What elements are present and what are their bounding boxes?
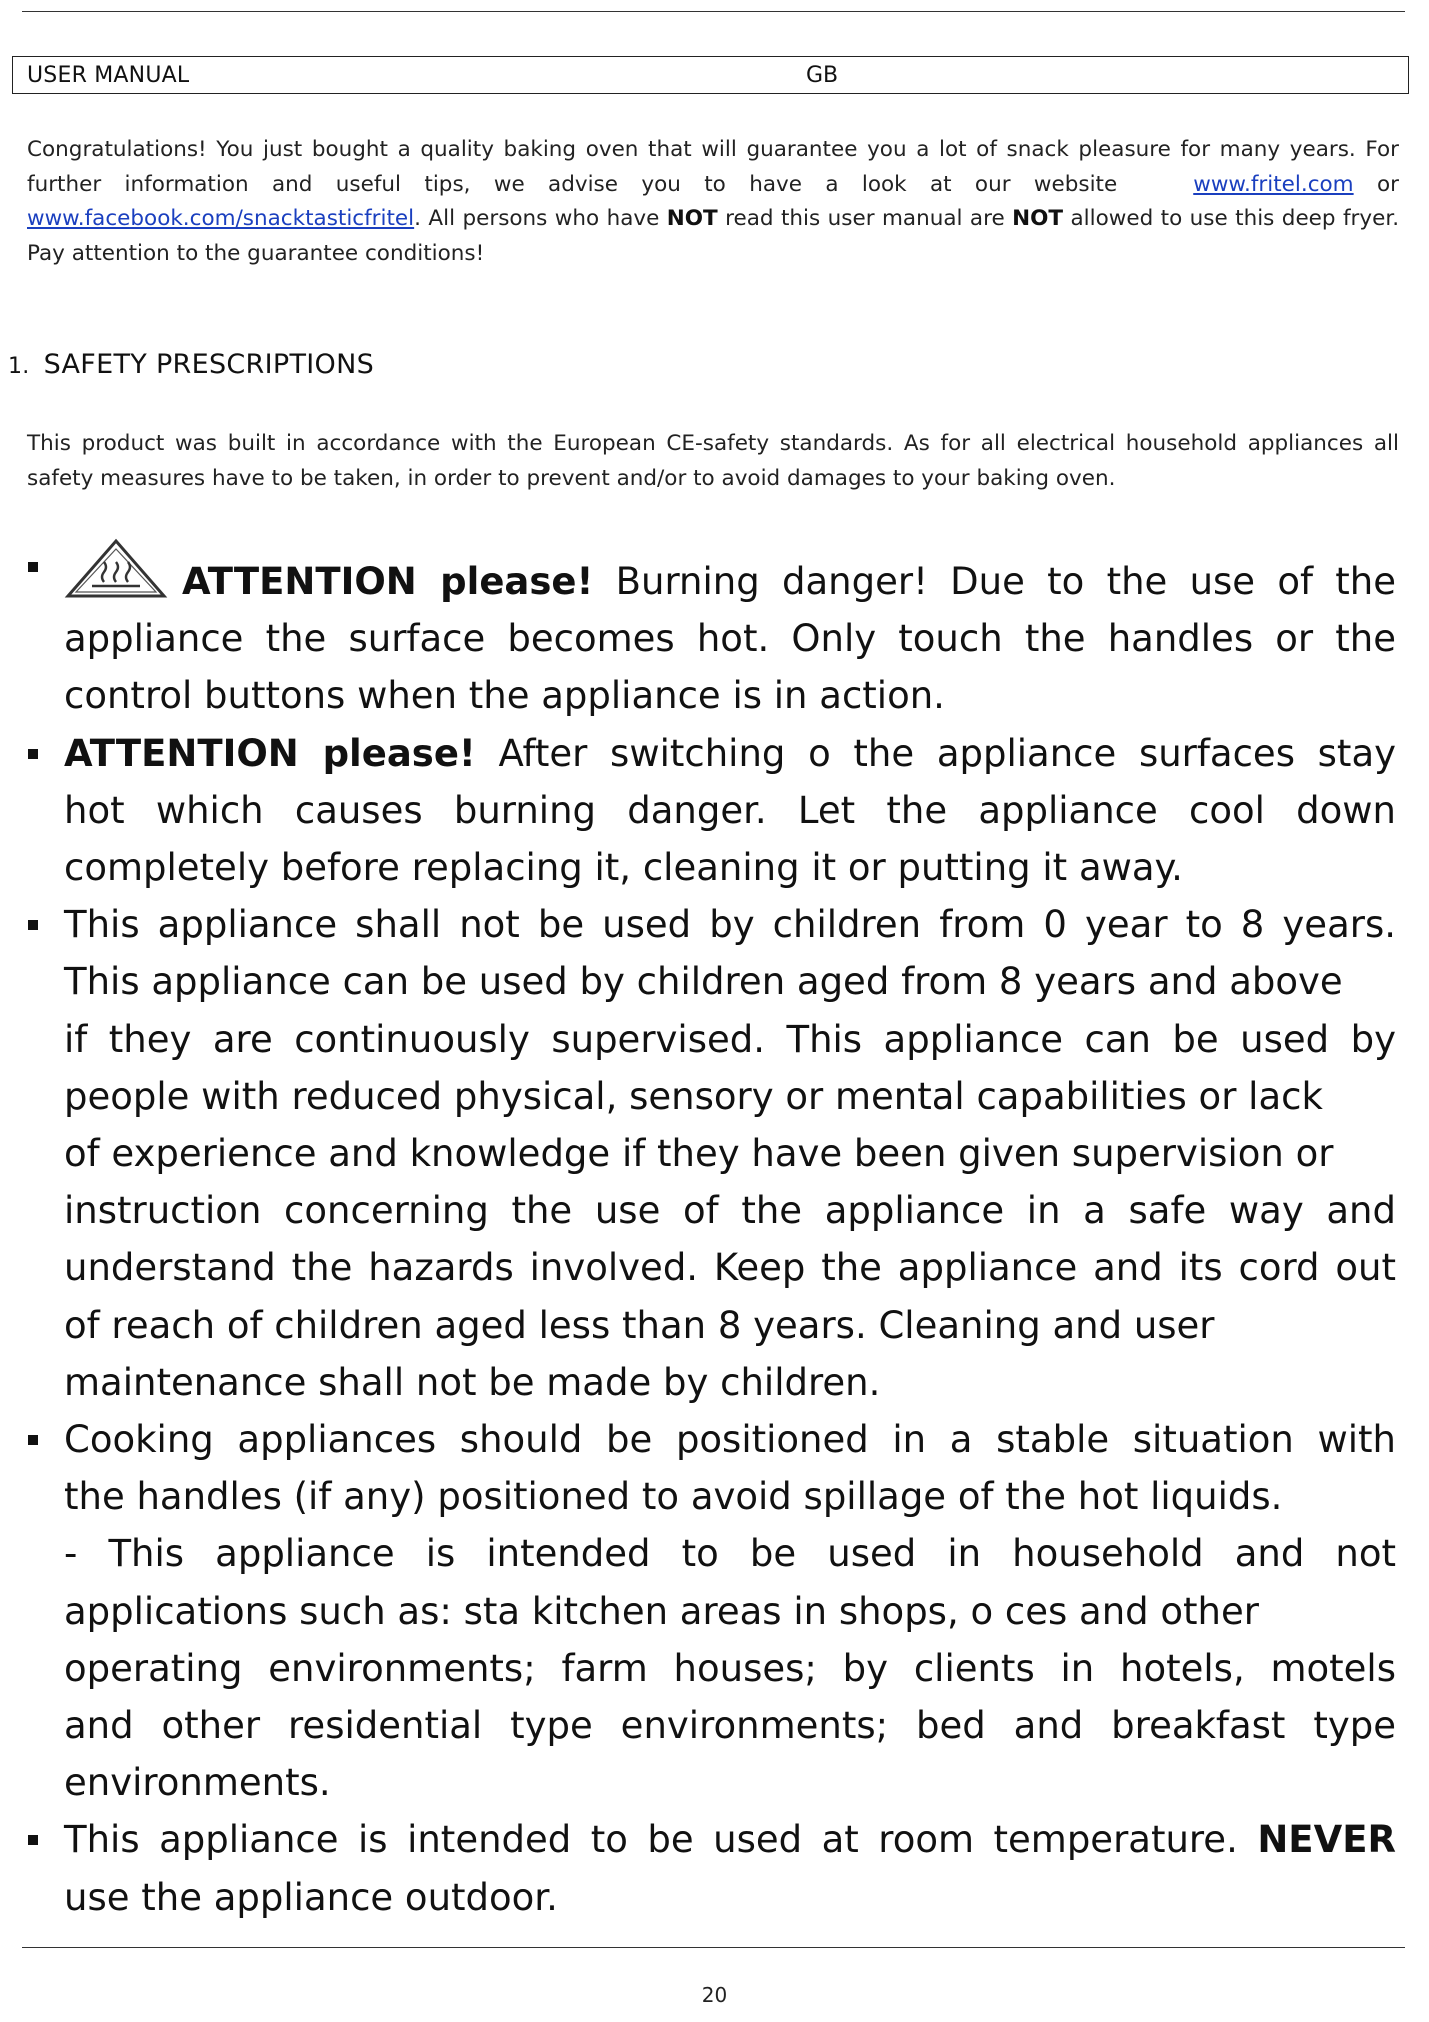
never-label: NEVER (1257, 1818, 1396, 1862)
item2-line3: completely before replacing it, cleaning it or putting it away. (64, 846, 1183, 890)
conformity-paragraph (27, 427, 1399, 496)
item3-line2: This appliance can be used by children aged from 8 years and above (64, 960, 1343, 1004)
item4-line4: applications such as: sta kitchen areas in shops, o ces and other (64, 1589, 1259, 1633)
item4-line1: Cooking appliances should be positioned in a stable situation with (64, 1418, 1396, 1462)
item3-line1: This appliance shall not be used by children from 0 year to 8 years. (64, 903, 1396, 947)
section-heading (8, 349, 374, 380)
section-number: 1. (8, 354, 30, 379)
intro-or: or (1377, 171, 1399, 197)
item2-line1: After switching o the appliance surfaces stay (498, 731, 1397, 775)
attention-label-2: ATTENTION please! (64, 731, 476, 775)
item4-line3: - This appliance is intended to be used in household and not (64, 1532, 1396, 1576)
intro-further-info: For further information and useful tips, we advise you to have a look at our website (27, 137, 1399, 197)
safety-item-children (64, 896, 1396, 1411)
facebook-link[interactable]: www.facebook.com/snacktasticfritel (27, 206, 415, 231)
intro-paragraph (27, 133, 1399, 271)
safety-item-after-switch-off (64, 725, 1396, 897)
item1-line1: Burning danger! Due to the use of the (615, 560, 1396, 603)
bullet (28, 896, 38, 953)
item4-line7: environments. (64, 1761, 331, 1805)
intro-line1: Congratulations! You just bought a quality baking oven that will guarantee you a lot of snack pleasure for many years. (27, 137, 1356, 162)
item3-line7: understand the hazards involved. Keep the appliance and its cord out (64, 1246, 1396, 1290)
website-link[interactable]: www.fritel.com (1193, 171, 1354, 197)
safety-list (64, 538, 1396, 1926)
item4-line5: operating environments; farm houses; by clients in hotels, motels (64, 1646, 1396, 1690)
attention-label-1: ATTENTION please! (182, 560, 594, 603)
item3-line9: maintenance shall not be made by children. (64, 1360, 881, 1404)
page-number: 20 (701, 1983, 728, 2007)
conformity-text: This product was built in accordance with the European CE-safety standards. As for all electrical household appliances all safety measures have to be taken, in order to prevent and/or to avoid damages to your baking oven. (27, 431, 1399, 491)
section-title: SAFETY PRESCRIPTIONS (43, 349, 375, 380)
item3-line6: instruction concerning the use of the appliance in a safe way and (64, 1189, 1396, 1233)
item5-line2: use the appliance outdoor. (64, 1875, 558, 1919)
item3-line3: if they are continuously supervised. This appliance can be used by (64, 1017, 1396, 1061)
item3-line5: of experience and knowledge if they have been given supervision or (64, 1132, 1334, 1176)
item1-line2: appliance the surface becomes hot. Only touch the handles or the (64, 617, 1396, 661)
bullet (28, 538, 38, 595)
top-rule (22, 11, 1405, 12)
item4-line2: the handles (if any) positioned to avoid spillage of the hot liquids. (64, 1475, 1283, 1519)
bullet (28, 725, 38, 782)
bullet (28, 1811, 38, 1868)
bottom-rule (22, 1947, 1405, 1948)
bullet (28, 1411, 38, 1468)
item3-line4: people with reduced physical, sensory or mental capabilities or lack (64, 1074, 1323, 1118)
intro-not-2: NOT (1012, 206, 1064, 231)
header-box (12, 56, 1409, 94)
safety-item-room-temperature (64, 1811, 1396, 1925)
intro-not-1: NOT (666, 206, 718, 231)
intro-persons-text: . All persons who have (414, 206, 660, 231)
header-language: GB (806, 63, 839, 88)
safety-item-hot-surface (64, 538, 1396, 725)
item2-line2: hot which causes burning danger. Let the appliance cool down (64, 788, 1396, 832)
hot-surface-warning-icon (64, 538, 168, 600)
header-title: USER MANUAL (27, 63, 190, 88)
item3-line8: of reach of children aged less than 8 years. Cleaning and user (64, 1303, 1215, 1347)
item1-line3: control buttons when the appliance is in action. (64, 674, 945, 718)
intro-guarantee-text: allowed to use this deep fryer. Pay attention to the guarantee conditions! (27, 206, 1400, 266)
safety-item-positioning (64, 1411, 1396, 1811)
item4-line6: and other residential type environments; bed and breakfast type (64, 1704, 1396, 1748)
intro-read-text: read this user manual are (725, 206, 1005, 231)
item5-line1: This appliance is intended to be used at room temperature. (64, 1818, 1238, 1862)
